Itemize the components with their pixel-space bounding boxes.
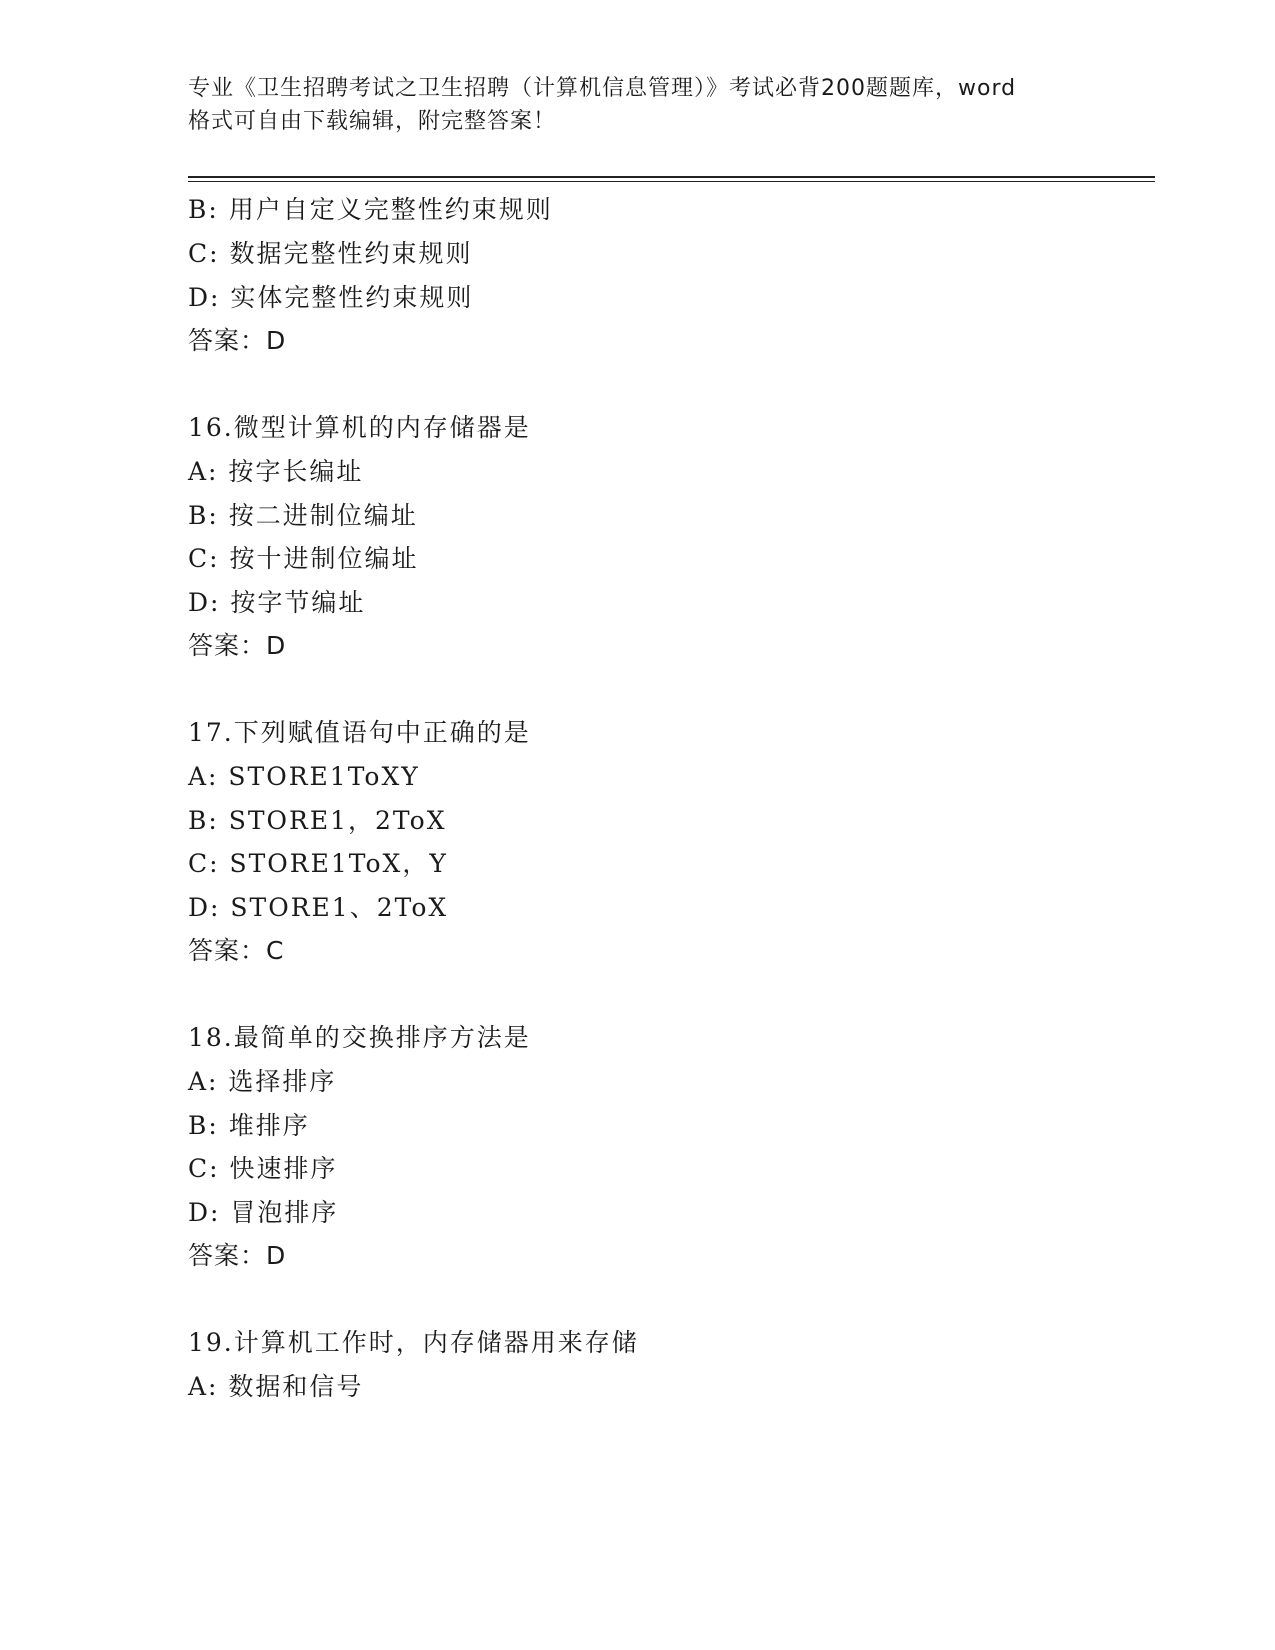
option-a-q17: A: STORE1ToXY <box>188 762 420 791</box>
question-18: 18.最简单的交换排序方法是 <box>188 1023 531 1052</box>
option-a-q19: A: 数据和信号 <box>188 1372 364 1401</box>
option-d-q16: D: 按字节编址 <box>188 588 366 617</box>
option-b-q17: B: STORE1，2ToX <box>188 806 447 835</box>
option-d-q18: D: 冒泡排序 <box>188 1198 339 1227</box>
header-divider-thin <box>188 181 1155 182</box>
question-16: 16.微型计算机的内存储器是 <box>188 413 531 442</box>
option-c-q18: C: 快速排序 <box>188 1154 338 1183</box>
option-d-q17: D: STORE1、2ToX <box>188 893 449 922</box>
option-a-q16: A: 按字长编址 <box>188 457 364 486</box>
question-19: 19.计算机工作时，内存储器用来存储 <box>188 1328 639 1357</box>
answer-q16: 答案：D <box>188 631 287 660</box>
answer-q17: 答案：C <box>188 936 285 965</box>
option-d-q15: D: 实体完整性约束规则 <box>188 283 474 312</box>
option-c-q17: C: STORE1ToX，Y <box>188 849 448 878</box>
header-title-line-1: 专业《卫生招聘考试之卫生招聘（计算机信息管理）》考试必背200题题库，word <box>188 76 1017 101</box>
option-a-q18: A: 选择排序 <box>188 1067 337 1096</box>
answer-q15: 答案：D <box>188 326 287 355</box>
option-b-q15: B: 用户自定义完整性约束规则 <box>188 195 553 224</box>
option-c-q16: C: 按十进制位编址 <box>188 544 419 573</box>
option-b-q16: B: 按二进制位编址 <box>188 501 418 530</box>
header-divider-thick <box>188 176 1155 178</box>
answer-q18: 答案：D <box>188 1241 287 1270</box>
option-c-q15: C: 数据完整性约束规则 <box>188 239 473 268</box>
header-title-line-2: 格式可自由下载编辑，附完整答案！ <box>188 109 557 134</box>
question-17: 17.下列赋值语句中正确的是 <box>188 718 531 747</box>
document-header <box>188 72 1088 138</box>
option-b-q18: B: 堆排序 <box>188 1111 310 1140</box>
